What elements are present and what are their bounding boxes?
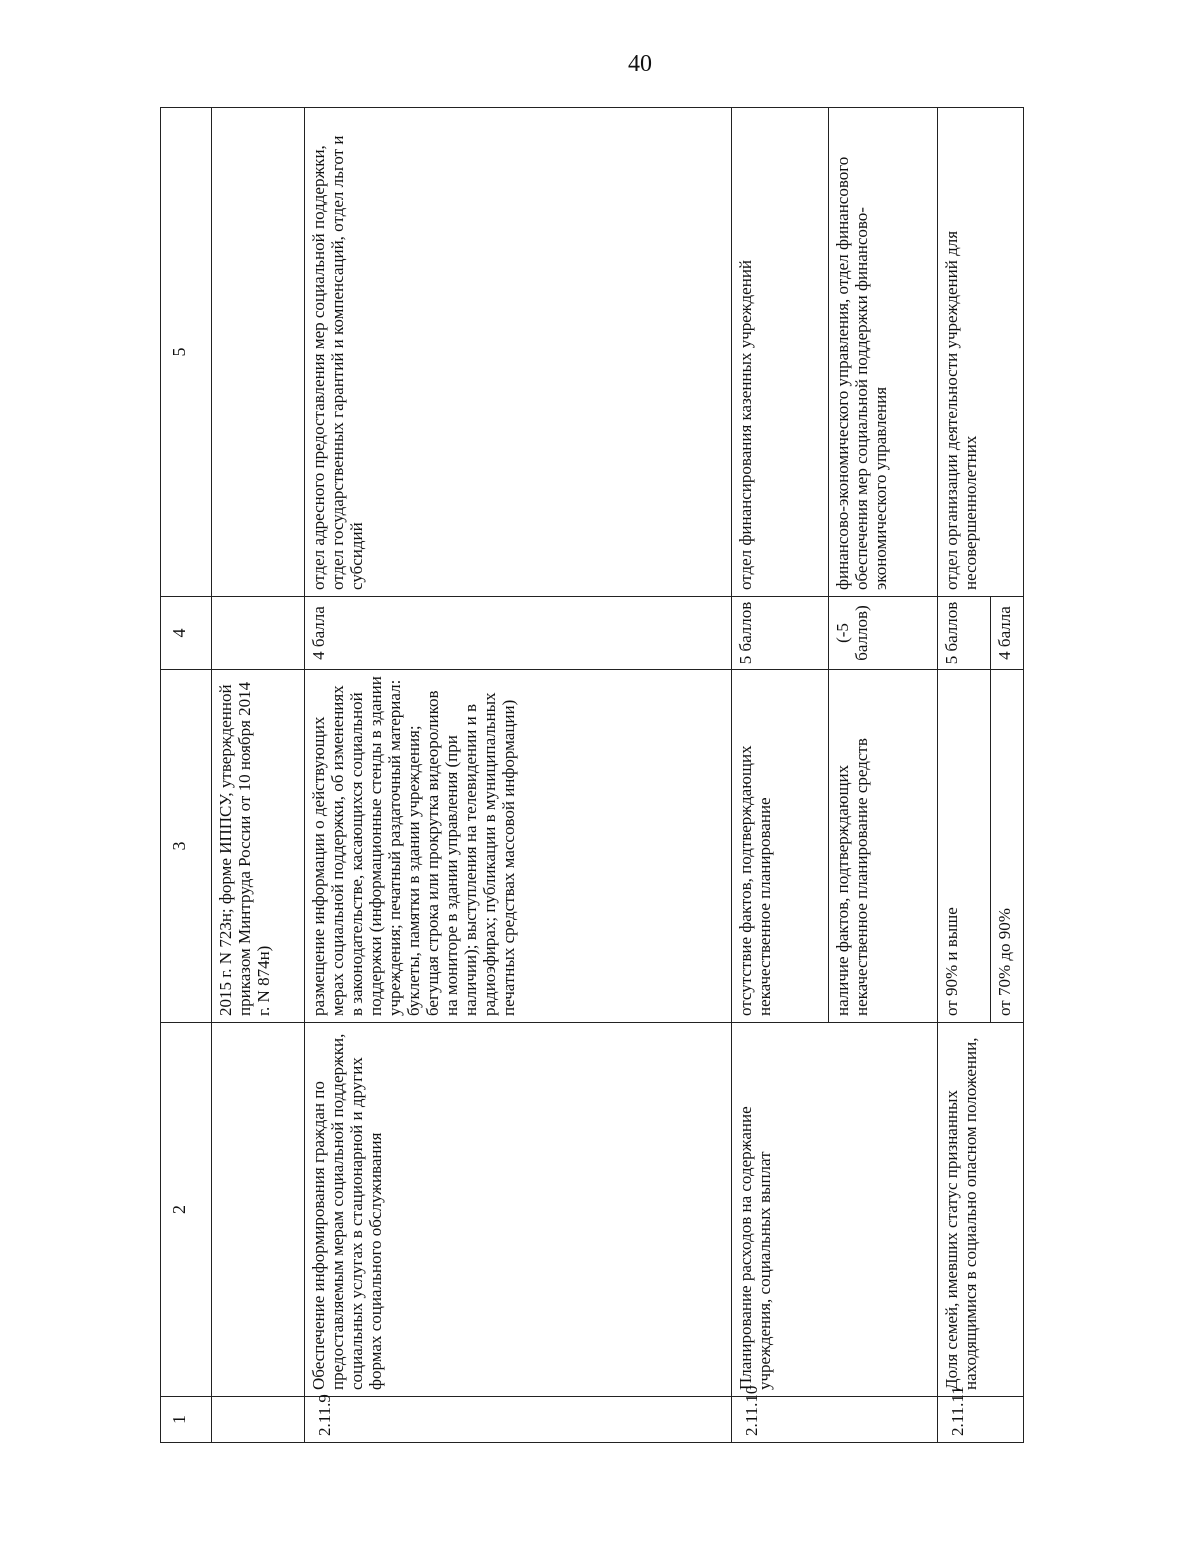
cell-responsible: отдел финансирования казенных учреждений xyxy=(732,108,829,597)
cell-num: 2.11.11 xyxy=(938,1397,1024,1443)
header-col-2: 2 xyxy=(161,1023,212,1397)
header-col-5: 5 xyxy=(161,108,212,597)
table-row-2-11-9 xyxy=(305,108,732,1443)
header-col-1: 1 xyxy=(161,1397,212,1443)
cell-responsible xyxy=(212,108,305,597)
cell-indicator: Доля семей, имевших статус признанных находящимися в социально опасном положении, xyxy=(938,1023,1024,1397)
cell-responsible: финансово-экономического управления, отдел финансового обеспечения мер социальной поддержки финансово-экономического управления xyxy=(829,108,938,597)
cell-num: 2.11.10 xyxy=(732,1397,938,1443)
cell-points: 5 баллов xyxy=(938,597,991,670)
cell-points xyxy=(212,597,305,670)
criteria-table xyxy=(160,107,1024,1443)
table-row-2-11-10-a xyxy=(732,108,829,1443)
header-row xyxy=(161,108,212,1443)
rotated-table-container xyxy=(160,108,1106,1443)
cell-criterion: от 70% до 90% xyxy=(991,670,1024,1023)
cell-indicator xyxy=(212,1023,305,1397)
cell-points: 4 балла xyxy=(305,597,732,670)
page-number: 40 xyxy=(628,51,652,77)
cell-points: (-5 баллов) xyxy=(829,597,938,670)
header-col-4: 4 xyxy=(161,597,212,670)
table-row-continuation xyxy=(212,108,305,1443)
cell-indicator: Обеспечение информирования граждан по предоставляемым мерам социальной поддержки, социальных услугах в стационарной и других формах социального обслуживания xyxy=(305,1023,732,1397)
cell-points: 4 балла xyxy=(991,597,1024,670)
cell-criterion: 2015 г. N 723н; форме ИППСУ, утвержденной приказом Минтруда России от 10 ноября 2014 г. N 874н) xyxy=(212,670,305,1023)
cell-criterion: от 90% и выше xyxy=(938,670,991,1023)
cell-num xyxy=(212,1397,305,1443)
cell-criterion: наличие фактов, подтверждающих некачественное планирование средств xyxy=(829,670,938,1023)
cell-num: 2.11.9 xyxy=(305,1397,732,1443)
cell-responsible: отдел адресного предоставления мер социальной поддержки, отдел государственных гарантий и компенсаций, отдел льгот и субсидий xyxy=(305,108,732,597)
header-col-3: 3 xyxy=(161,670,212,1023)
cell-criterion: размещение информации о действующих мерах социальной поддержки, об изменениях в законодательстве, касающихся социальной поддержки (информационные стенды в здании учреждения; печатный раздаточный материал: буклеты, памятки в здании учреждения; бегущая строка или прокрутка видеороликов на мониторе в здании управления (при наличии); выступления на телевидении и в радиоэфирах; публикации в муниципальных печатных средствах массовой информации) xyxy=(305,670,732,1023)
table-row-2-11-11-a xyxy=(938,108,991,1443)
cell-criterion: отсутствие фактов, подтверждающих некачественное планирование xyxy=(732,670,829,1023)
cell-responsible: отдел организации деятельности учреждений для несовершеннолетних xyxy=(938,108,1024,597)
cell-indicator: Планирование расходов на содержание учреждения, социальных выплат xyxy=(732,1023,938,1397)
cell-points: 5 баллов xyxy=(732,597,829,670)
table-frame xyxy=(160,108,1106,1443)
